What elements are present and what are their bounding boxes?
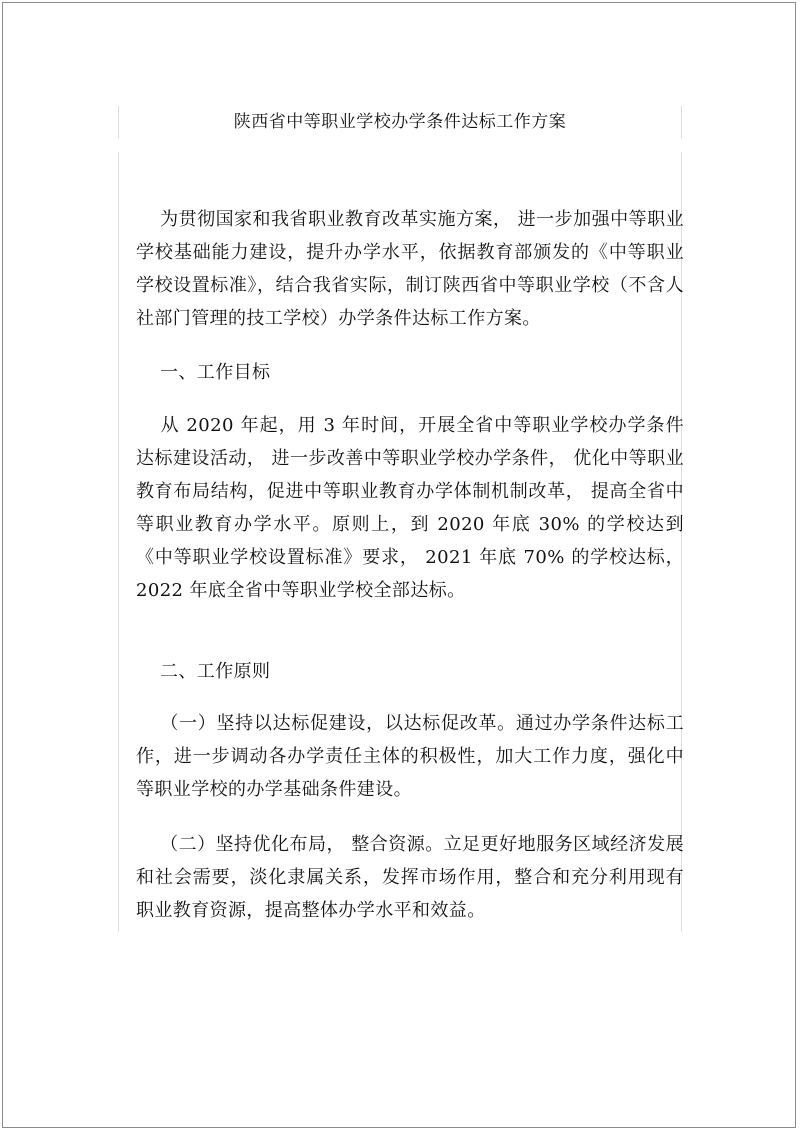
section-heading-principles-text: 二、工作原则 bbox=[160, 661, 271, 682]
title-frame bbox=[118, 106, 682, 138]
principle-paragraph-1 bbox=[136, 707, 684, 806]
principle-text-1: （一）坚持以达标促建设，以达标促改革。通过办学条件达标工作，进一步调动各办学责任主体的积极性，加大工作力度，强化中等职业学校的办学基础条件建设。 bbox=[136, 713, 684, 800]
intro-text: 为贯彻国家和我省职业教育改革实施方案， 进一步加强中等职业学校基础能力建设，提升办学水平，依据教育部颁发的《中等职业学校设置标准》，结合我省实际，制订陕西省中等职业学校（不含人社部门管理的技工学校）办学条件达标工作方案。 bbox=[136, 209, 684, 329]
section-heading-principles bbox=[136, 655, 684, 688]
section-heading-goals-text: 一、工作目标 bbox=[160, 362, 271, 383]
goals-paragraph bbox=[136, 409, 684, 607]
goals-text: 从 2020 年起，用 3 年时间，开展全省中等职业学校办学条件达标建设活动， 进一步改善中等职业学校办学条件， 优化中等职业教育布局结构，促进中等职业教育办学体制机制改革， 提高全省中等职业教育办学水平。原则上，到 2020 年底 30% 的学校达到《中等职业学校设置标准》要求， 2021 年底 70% 的学校达标， 2022 年底全省中等职业学校全部达标。 bbox=[136, 415, 684, 601]
intro-paragraph bbox=[136, 203, 684, 335]
section-heading-goals bbox=[136, 356, 684, 389]
principle-paragraph-2 bbox=[136, 828, 684, 927]
principle-text-2: （二）坚持优化布局， 整合资源。立足更好地服务区域经济发展和社会需要，淡化隶属关系，发挥市场作用，整合和充分利用现有职业教育资源，提高整体办学水平和效益。 bbox=[136, 834, 684, 921]
document-title: 陕西省中等职业学校办学条件达标工作方案 bbox=[233, 112, 567, 132]
